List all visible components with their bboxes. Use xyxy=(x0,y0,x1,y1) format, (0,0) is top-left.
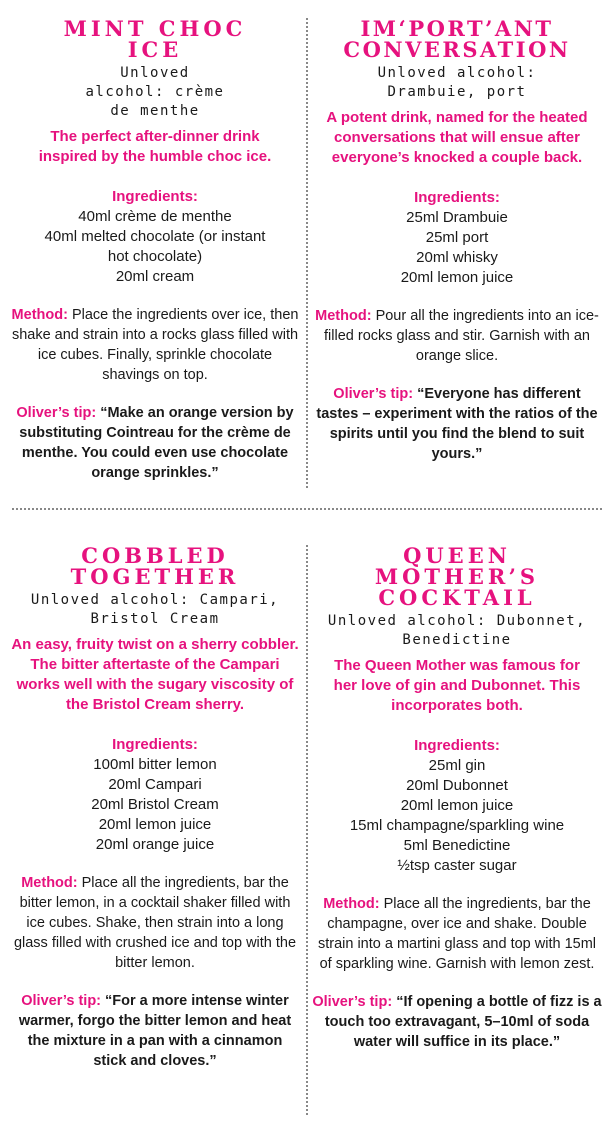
tip-label: Oliver’s tip: xyxy=(21,993,102,1009)
ingredients-list xyxy=(312,208,602,288)
recipe-title: QUEEN MOTHER’S COCKTAIL xyxy=(374,543,540,610)
recipe-description: A potent drink, named for the heated conversations that will ensue after everyone’s knocked a couple back. xyxy=(326,109,588,166)
ingredient: 20ml lemon juice xyxy=(400,269,514,286)
vertical-divider-bottom xyxy=(306,545,308,1115)
ingredient: 20ml Campari xyxy=(108,776,202,793)
unloved-alcohol: Unloved alcohol: Campari, Bristol Cream xyxy=(30,592,280,627)
ingredient: 100ml bitter lemon xyxy=(93,756,217,773)
tip-label: Oliver’s tip: xyxy=(333,386,414,402)
recipe-title: MINT CHOC ICE xyxy=(63,16,247,62)
ingredient: 25ml port xyxy=(425,229,489,246)
method-section xyxy=(10,873,300,973)
recipe-description: An easy, fruity twist on a sherry cobbler. The bitter aftertaste of the Campari works well with the sugary viscosity of the Bristol Cream sherry. xyxy=(11,636,299,713)
method-text: Pour all the ingredients into an ice-filled rocks glass and stir. Garnish with an orange slice. xyxy=(324,308,599,364)
method-text: Place all the ingredients, bar the champagne, over ice and shake. Double strain into a martini glass and top with 15ml of sparkling wine. Garnish with lemon zest. xyxy=(317,896,597,972)
ingredients-list xyxy=(10,207,300,287)
recipe-title: COBBLED TOGETHER xyxy=(70,543,240,589)
method-label: Method: xyxy=(315,308,372,324)
ingredients-heading: Ingredients: xyxy=(414,737,500,754)
recipe-title: IM‘PORT’ANT CONVERSATION xyxy=(343,16,571,62)
unloved-alcohol: Unloved alcohol: Dubonnet, Benedictine xyxy=(327,613,587,648)
ingredients-heading: Ingredients: xyxy=(112,188,198,205)
vertical-divider-top xyxy=(306,18,308,488)
recipe-card-cobbled-together xyxy=(10,545,300,1071)
method-text: Place the ingredients over ice, then shake and strain into a rocks glass filled with ice cubes. Finally, sprinkle chocolate shavings on top. xyxy=(11,307,299,383)
ingredient: 25ml Drambuie xyxy=(406,209,508,226)
ingredient: 15ml champagne/sparkling wine xyxy=(349,817,565,834)
ingredients-heading: Ingredients: xyxy=(112,736,198,753)
recipe-card-mint-choc-ice xyxy=(10,18,300,483)
ingredient: ½tsp caster sugar xyxy=(397,857,517,874)
recipe-card-queen-mothers-cocktail xyxy=(312,545,602,1052)
recipe-card-important-conversation xyxy=(312,18,602,464)
unloved-alcohol: Unloved alcohol: Drambuie, port xyxy=(377,65,537,100)
recipe-description: The Queen Mother was famous for her love of gin and Dubonnet. This incorporates both. xyxy=(333,657,581,714)
tip-section xyxy=(10,991,300,1071)
ingredient: 40ml melted chocolate (or instant hot chocolate) xyxy=(44,228,266,265)
ingredient: 20ml whisky xyxy=(416,249,498,266)
method-label: Method: xyxy=(323,896,380,912)
ingredient: 20ml Dubonnet xyxy=(406,777,508,794)
method-label: Method: xyxy=(21,875,78,891)
horizontal-divider xyxy=(12,508,602,510)
tip-text: “Make an orange version by substituting Cointreau for the crème de menthe. You could even use chocolate orange sprinkles.” xyxy=(19,405,294,481)
tip-section xyxy=(10,403,300,483)
method-text: Place all the ingredients, bar the bitter lemon, in a cocktail shaker filled with ice cubes. Shake, then strain into a long glass filled with crushed ice and top with the bitter lemon. xyxy=(13,875,297,971)
method-label: Method: xyxy=(11,307,68,323)
ingredient: 5ml Benedictine xyxy=(403,837,511,854)
unloved-alcohol: Unloved alcohol: crème de menthe xyxy=(85,65,225,119)
ingredient: 25ml gin xyxy=(428,757,486,774)
ingredients-heading: Ingredients: xyxy=(414,189,500,206)
tip-section xyxy=(312,992,602,1052)
ingredient: 20ml cream xyxy=(115,268,195,285)
method-section xyxy=(312,306,602,366)
method-section xyxy=(10,305,300,385)
ingredient: 40ml crème de menthe xyxy=(78,208,232,225)
tip-text: “For a more intense winter warmer, forgo the bitter lemon and heat the mixture in a pan with a cinnamon stick and cloves.” xyxy=(18,993,292,1069)
ingredients-list xyxy=(10,755,300,855)
ingredient: 20ml Bristol Cream xyxy=(91,796,219,813)
ingredient: 20ml lemon juice xyxy=(98,816,212,833)
tip-section xyxy=(312,384,602,464)
recipe-description: The perfect after-dinner drink inspired by the humble choc ice. xyxy=(38,128,272,165)
tip-label: Oliver’s tip: xyxy=(312,994,393,1010)
tip-label: Oliver’s tip: xyxy=(16,405,97,421)
tip-text: “If opening a bottle of fizz is a touch too extravagant, 5–10ml of soda water will suffice in its place.” xyxy=(324,994,602,1050)
ingredient: 20ml orange juice xyxy=(95,836,215,853)
ingredient: 20ml lemon juice xyxy=(400,797,514,814)
method-section xyxy=(312,894,602,974)
ingredients-list xyxy=(312,756,602,876)
tip-text: “Everyone has different tastes – experiment with the ratios of the spirits until you find the blend to suit yours.” xyxy=(316,386,598,462)
